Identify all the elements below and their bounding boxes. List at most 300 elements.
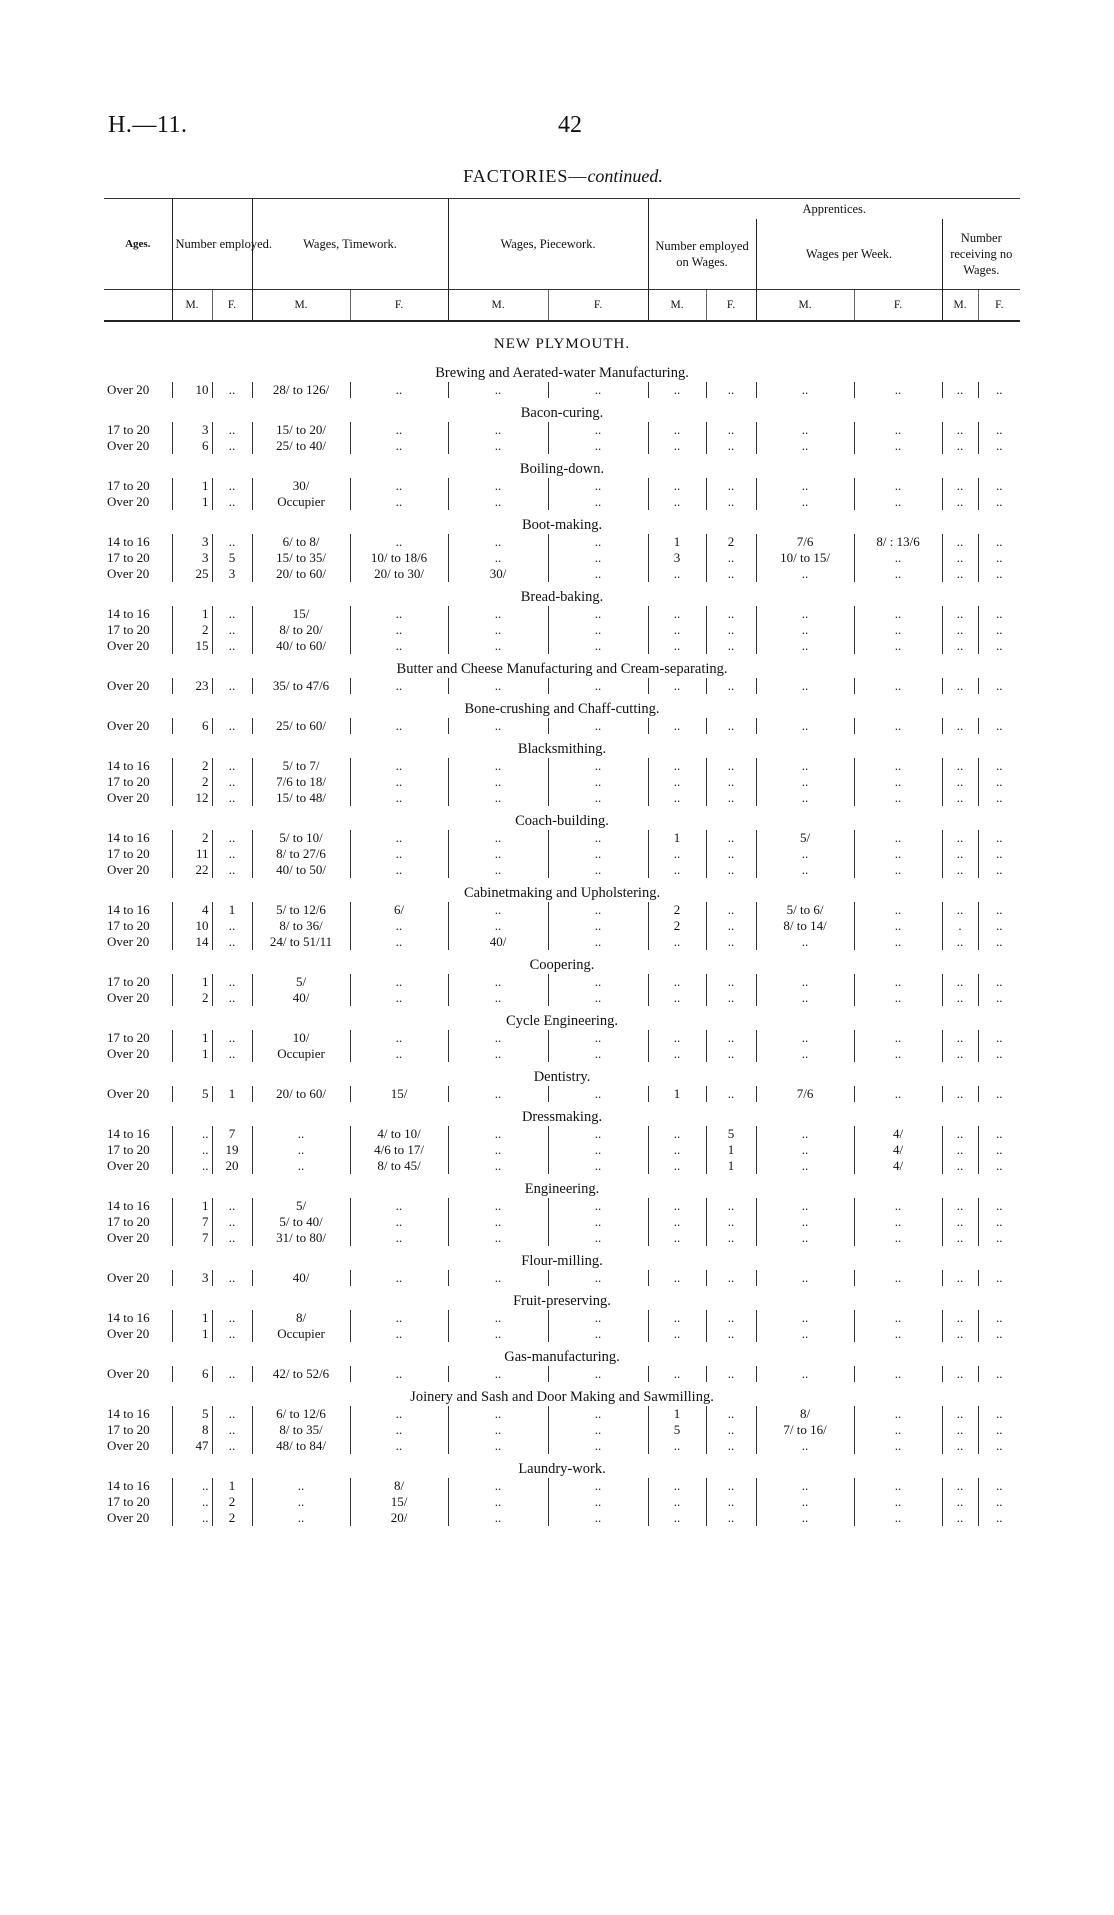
cell-age: Over 20 — [107, 862, 150, 877]
cell-piecework-m: .. — [448, 550, 548, 566]
cell-app-wages-f: .. — [706, 566, 756, 582]
cell-app-nowages-f: .. — [978, 758, 1020, 774]
cell-app-wages-m: .. — [648, 718, 706, 734]
cell-app-nowages-m: .. — [942, 1406, 978, 1422]
cell-piecework-f: .. — [548, 1326, 648, 1342]
cell-timework-m: .. — [252, 1142, 350, 1158]
cell-timework-f: 10/ to 18/6 — [350, 550, 448, 566]
cell-employed-m: 1 — [172, 494, 212, 510]
cell-app-weekly-m: .. — [756, 606, 854, 622]
cell-age: 17 to 20 — [107, 478, 150, 493]
cell-app-weekly-m: .. — [756, 1158, 854, 1174]
cell-piecework-m: .. — [448, 862, 548, 878]
cell-timework-m: 42/ to 52/6 — [252, 1366, 350, 1382]
cell-app-nowages-f: .. — [978, 1422, 1020, 1438]
cell-age: 14 to 16 — [107, 1310, 150, 1325]
cell-piecework-f: .. — [548, 846, 648, 862]
cell-app-nowages-m: .. — [942, 774, 978, 790]
cell-age: Over 20 — [107, 1270, 150, 1285]
cell-piecework-m: .. — [448, 478, 548, 494]
cell-timework-m: .. — [252, 1478, 350, 1494]
cell-app-wages-m: .. — [648, 1230, 706, 1246]
cell-employed-f: 1 — [212, 902, 252, 918]
cell-app-weekly-m: .. — [756, 1230, 854, 1246]
cell-employed-f: .. — [212, 758, 252, 774]
cell-piecework-f: .. — [548, 1494, 648, 1510]
cell-piecework-f: .. — [548, 1230, 648, 1246]
cell-timework-m: 5/ to 12/6 — [252, 902, 350, 918]
cell-employed-m: 10 — [172, 382, 212, 398]
trade-heading: Brewing and Aerated-water Manufacturing. — [435, 365, 689, 381]
cell-app-nowages-m: .. — [942, 1438, 978, 1454]
trade-heading: Boiling-down. — [519, 461, 605, 477]
cell-timework-f: 15/ — [350, 1086, 448, 1102]
cell-timework-m: 31/ to 80/ — [252, 1230, 350, 1246]
cell-timework-f: .. — [350, 1198, 448, 1214]
cell-timework-m: 20/ to 60/ — [252, 566, 350, 582]
cell-employed-f: .. — [212, 1366, 252, 1382]
cell-app-nowages-f: .. — [978, 1438, 1020, 1454]
cell-app-wages-f: .. — [706, 1494, 756, 1510]
cell-app-weekly-m: .. — [756, 718, 854, 734]
cell-piecework-m: .. — [448, 1326, 548, 1342]
trade-section — [104, 582, 1020, 606]
table-row — [104, 1214, 1020, 1230]
cell-app-nowages-f: .. — [978, 1510, 1020, 1526]
cell-employed-f: .. — [212, 1438, 252, 1454]
cell-piecework-f: .. — [548, 606, 648, 622]
cell-app-weekly-m: 7/6 — [756, 1086, 854, 1102]
cell-app-weekly-f: .. — [854, 1214, 942, 1230]
col-m: M. — [942, 290, 978, 322]
cell-app-nowages-f: .. — [978, 1214, 1020, 1230]
cell-timework-f: 15/ — [350, 1494, 448, 1510]
cell-app-wages-m: 1 — [648, 830, 706, 846]
cell-app-nowages-m: .. — [942, 1198, 978, 1214]
cell-piecework-f: .. — [548, 1158, 648, 1174]
cell-app-wages-m: 5 — [648, 1422, 706, 1438]
col-f: F. — [548, 290, 648, 322]
cell-employed-f: .. — [212, 846, 252, 862]
cell-timework-f: .. — [350, 974, 448, 990]
cell-piecework-m: .. — [448, 678, 548, 694]
cell-app-nowages-m: .. — [942, 638, 978, 654]
cell-app-nowages-f: .. — [978, 1126, 1020, 1142]
cell-app-wages-m: 3 — [648, 550, 706, 566]
cell-timework-m: 25/ to 40/ — [252, 438, 350, 454]
cell-app-nowages-f: .. — [978, 862, 1020, 878]
cell-piecework-m: .. — [448, 830, 548, 846]
cell-app-wages-m: .. — [648, 1214, 706, 1230]
cell-app-nowages-f: .. — [978, 846, 1020, 862]
cell-piecework-m: .. — [448, 1422, 548, 1438]
cell-age: Over 20 — [107, 638, 150, 653]
cell-app-wages-m: 2 — [648, 918, 706, 934]
cell-piecework-f: .. — [548, 494, 648, 510]
cell-app-wages-f: .. — [706, 1030, 756, 1046]
cell-timework-m: 15/ to 20/ — [252, 422, 350, 438]
col-app-no-wages: Number receiving no Wages. — [942, 219, 1020, 290]
table-row — [104, 478, 1020, 494]
cell-app-weekly-m: .. — [756, 622, 854, 638]
cell-age: Over 20 — [107, 1326, 150, 1341]
cell-timework-m: 40/ to 60/ — [252, 638, 350, 654]
col-m: M. — [756, 290, 854, 322]
cell-timework-m: 8/ to 20/ — [252, 622, 350, 638]
cell-timework-f: .. — [350, 718, 448, 734]
trade-section — [104, 1382, 1020, 1406]
cell-employed-m: .. — [172, 1494, 212, 1510]
cell-piecework-f: .. — [548, 1214, 648, 1230]
page-header — [108, 112, 1018, 148]
cell-age: 17 to 20 — [107, 422, 150, 437]
col-m: M. — [172, 290, 212, 322]
cell-age: 17 to 20 — [107, 622, 150, 637]
cell-employed-m: 2 — [172, 990, 212, 1006]
cell-app-nowages-m: .. — [942, 1214, 978, 1230]
cell-app-wages-m: .. — [648, 774, 706, 790]
cell-app-weekly-f: .. — [854, 422, 942, 438]
cell-app-weekly-f: .. — [854, 1030, 942, 1046]
col-f: F. — [978, 290, 1020, 322]
cell-age: 14 to 16 — [107, 758, 150, 773]
cell-app-weekly-f: .. — [854, 1510, 942, 1526]
cell-app-weekly-m: .. — [756, 1438, 854, 1454]
cell-app-nowages-f: .. — [978, 1198, 1020, 1214]
cell-app-wages-f: .. — [706, 862, 756, 878]
cell-app-nowages-m: .. — [942, 1422, 978, 1438]
cell-employed-m: 12 — [172, 790, 212, 806]
cell-app-weekly-f: .. — [854, 1326, 942, 1342]
cell-app-nowages-m: .. — [942, 1478, 978, 1494]
cell-app-weekly-f: .. — [854, 606, 942, 622]
cell-employed-m: 1 — [172, 974, 212, 990]
cell-app-nowages-m: . — [942, 918, 978, 934]
cell-age: Over 20 — [107, 1158, 150, 1173]
cell-app-nowages-m: .. — [942, 478, 978, 494]
cell-timework-f: .. — [350, 918, 448, 934]
table-row — [104, 1030, 1020, 1046]
cell-app-nowages-m: .. — [942, 606, 978, 622]
report-title-main: FACTORIES— — [463, 166, 588, 186]
cell-app-weekly-f: .. — [854, 934, 942, 950]
trade-heading: Laundry-work. — [518, 1461, 606, 1477]
trade-heading: Coach-building. — [515, 813, 609, 829]
cell-piecework-m: .. — [448, 1494, 548, 1510]
cell-piecework-f: .. — [548, 638, 648, 654]
cell-employed-f: .. — [212, 1046, 252, 1062]
cell-app-wages-f: .. — [706, 494, 756, 510]
cell-app-nowages-m: .. — [942, 382, 978, 398]
cell-employed-m: 15 — [172, 638, 212, 654]
cell-age: 14 to 16 — [107, 902, 150, 917]
table-row — [104, 1438, 1020, 1454]
table-row — [104, 1494, 1020, 1510]
cell-app-nowages-m: .. — [942, 862, 978, 878]
cell-app-wages-m: .. — [648, 1510, 706, 1526]
cell-app-wages-f: .. — [706, 1438, 756, 1454]
cell-employed-m: 10 — [172, 918, 212, 934]
table-row — [104, 606, 1020, 622]
cell-employed-m: 6 — [172, 438, 212, 454]
cell-app-wages-f: .. — [706, 918, 756, 934]
cell-timework-m: 20/ to 60/ — [252, 1086, 350, 1102]
table-row — [104, 830, 1020, 846]
cell-app-weekly-m: .. — [756, 1030, 854, 1046]
trade-section — [104, 1174, 1020, 1198]
trade-heading: Blacksmithing. — [517, 741, 607, 757]
cell-app-weekly-m: .. — [756, 1142, 854, 1158]
cell-app-nowages-f: .. — [978, 1326, 1020, 1342]
cell-age: Over 20 — [107, 1230, 150, 1245]
cell-app-wages-m: .. — [648, 1126, 706, 1142]
cell-timework-m: 15/ to 35/ — [252, 550, 350, 566]
table-row — [104, 1126, 1020, 1142]
cell-app-weekly-m: .. — [756, 566, 854, 582]
cell-employed-m: 2 — [172, 830, 212, 846]
cell-age: 17 to 20 — [107, 918, 150, 933]
cell-piecework-f: .. — [548, 974, 648, 990]
cell-app-nowages-m: .. — [942, 1326, 978, 1342]
trade-section — [104, 1246, 1020, 1270]
table-row — [104, 1270, 1020, 1286]
cell-piecework-m: .. — [448, 422, 548, 438]
col-f: F. — [706, 290, 756, 322]
cell-timework-m: 5/ — [252, 1198, 350, 1214]
trade-section — [104, 1286, 1020, 1310]
cell-timework-m: .. — [252, 1494, 350, 1510]
cell-employed-f: .. — [212, 862, 252, 878]
cell-timework-m: 15/ to 48/ — [252, 790, 350, 806]
cell-piecework-f: .. — [548, 1510, 648, 1526]
cell-app-wages-f: .. — [706, 606, 756, 622]
cell-app-weekly-m: .. — [756, 758, 854, 774]
cell-app-wages-f: .. — [706, 934, 756, 950]
cell-app-weekly-m: .. — [756, 990, 854, 1006]
cell-employed-m: 14 — [172, 934, 212, 950]
table-row — [104, 846, 1020, 862]
col-number-employed: Number employed. — [172, 199, 252, 290]
cell-app-wages-f: .. — [706, 974, 756, 990]
cell-app-weekly-m: .. — [756, 846, 854, 862]
cell-piecework-f: .. — [548, 1270, 648, 1286]
cell-app-wages-f: .. — [706, 1214, 756, 1230]
cell-piecework-f: .. — [548, 790, 648, 806]
cell-piecework-f: .. — [548, 478, 648, 494]
cell-employed-m: 5 — [172, 1406, 212, 1422]
cell-timework-f: .. — [350, 478, 448, 494]
cell-app-weekly-m: .. — [756, 494, 854, 510]
cell-app-nowages-f: .. — [978, 718, 1020, 734]
cell-app-weekly-m: .. — [756, 1366, 854, 1382]
cell-piecework-m: .. — [448, 622, 548, 638]
cell-employed-f: 5 — [212, 550, 252, 566]
table-row — [104, 758, 1020, 774]
cell-timework-f: .. — [350, 1030, 448, 1046]
trade-section — [104, 734, 1020, 758]
cell-app-nowages-m: .. — [942, 1270, 978, 1286]
table-row — [104, 422, 1020, 438]
cell-app-wages-f: .. — [706, 1198, 756, 1214]
cell-age: Over 20 — [107, 790, 150, 805]
cell-age: Over 20 — [107, 718, 150, 733]
cell-app-weekly-m: .. — [756, 1126, 854, 1142]
table-row — [104, 638, 1020, 654]
cell-employed-f: .. — [212, 774, 252, 790]
cell-app-wages-m: 1 — [648, 534, 706, 550]
col-ages: Ages. — [104, 199, 172, 290]
cell-piecework-m: .. — [448, 1366, 548, 1382]
cell-age: 14 to 16 — [107, 1406, 150, 1421]
cell-employed-f: .. — [212, 422, 252, 438]
cell-app-nowages-m: .. — [942, 790, 978, 806]
cell-app-nowages-m: .. — [942, 1158, 978, 1174]
cell-piecework-m: .. — [448, 774, 548, 790]
cell-timework-m: .. — [252, 1126, 350, 1142]
table-row — [104, 918, 1020, 934]
cell-app-wages-m: .. — [648, 934, 706, 950]
cell-employed-f: 2 — [212, 1510, 252, 1526]
cell-app-nowages-m: .. — [942, 566, 978, 582]
cell-app-nowages-m: .. — [942, 1142, 978, 1158]
cell-app-weekly-f: .. — [854, 862, 942, 878]
cell-app-weekly-m: .. — [756, 1310, 854, 1326]
trade-heading: Flour-milling. — [521, 1253, 603, 1269]
cell-app-wages-f: .. — [706, 638, 756, 654]
table-row — [104, 774, 1020, 790]
cell-app-nowages-m: .. — [942, 1310, 978, 1326]
cell-app-wages-m: .. — [648, 478, 706, 494]
cell-piecework-m: .. — [448, 974, 548, 990]
cell-piecework-f: .. — [548, 550, 648, 566]
trade-heading: Engineering. — [524, 1181, 600, 1197]
cell-employed-m: 47 — [172, 1438, 212, 1454]
table-row — [104, 1366, 1020, 1382]
cell-timework-f: 6/ — [350, 902, 448, 918]
cell-app-nowages-f: .. — [978, 1046, 1020, 1062]
cell-timework-m: 8/ to 35/ — [252, 1422, 350, 1438]
cell-piecework-f: .. — [548, 774, 648, 790]
cell-app-weekly-m: .. — [756, 422, 854, 438]
cell-app-weekly-f: .. — [854, 974, 942, 990]
cell-piecework-m: .. — [448, 1030, 548, 1046]
cell-timework-f: .. — [350, 622, 448, 638]
cell-employed-m: 3 — [172, 550, 212, 566]
cell-employed-m: 3 — [172, 1270, 212, 1286]
cell-piecework-f: .. — [548, 1086, 648, 1102]
cell-timework-m: 25/ to 60/ — [252, 718, 350, 734]
cell-app-wages-f: .. — [706, 622, 756, 638]
table-row — [104, 1158, 1020, 1174]
cell-app-weekly-f: .. — [854, 478, 942, 494]
cell-employed-m: 1 — [172, 1046, 212, 1062]
table-row — [104, 990, 1020, 1006]
table-row — [104, 1198, 1020, 1214]
cell-app-wages-m: .. — [648, 1366, 706, 1382]
cell-app-wages-f: .. — [706, 790, 756, 806]
cell-app-weekly-f: .. — [854, 1310, 942, 1326]
cell-timework-f: .. — [350, 934, 448, 950]
cell-piecework-m: .. — [448, 606, 548, 622]
trade-section — [104, 1342, 1020, 1366]
cell-piecework-f: .. — [548, 902, 648, 918]
cell-app-nowages-m: .. — [942, 990, 978, 1006]
cell-app-wages-f: .. — [706, 1230, 756, 1246]
cell-piecework-m: 40/ — [448, 934, 548, 950]
cell-employed-m: 7 — [172, 1214, 212, 1230]
cell-piecework-m: .. — [448, 1270, 548, 1286]
table-row — [104, 1406, 1020, 1422]
report-title — [108, 166, 1018, 187]
trade-section — [104, 806, 1020, 830]
cell-timework-m: 6/ to 12/6 — [252, 1406, 350, 1422]
cell-app-nowages-f: .. — [978, 1086, 1020, 1102]
cell-app-nowages-f: .. — [978, 1230, 1020, 1246]
col-m: M. — [648, 290, 706, 322]
trade-section — [104, 878, 1020, 902]
table-row — [104, 1478, 1020, 1494]
cell-app-weekly-f: .. — [854, 1086, 942, 1102]
cell-app-nowages-f: .. — [978, 790, 1020, 806]
cell-piecework-f: .. — [548, 934, 648, 950]
cell-employed-f: .. — [212, 1030, 252, 1046]
cell-app-weekly-f: .. — [854, 1270, 942, 1286]
cell-employed-f: 7 — [212, 1126, 252, 1142]
cell-app-wages-m: 2 — [648, 902, 706, 918]
cell-piecework-f: .. — [548, 1142, 648, 1158]
cell-app-nowages-m: .. — [942, 846, 978, 862]
table-row — [104, 1422, 1020, 1438]
cell-piecework-m: .. — [448, 638, 548, 654]
trade-heading: Bacon-curing. — [520, 405, 604, 421]
cell-app-nowages-f: .. — [978, 774, 1020, 790]
cell-timework-m: 40/ to 50/ — [252, 862, 350, 878]
table-row — [104, 1510, 1020, 1526]
cell-app-wages-m: .. — [648, 990, 706, 1006]
cell-app-nowages-f: .. — [978, 550, 1020, 566]
cell-piecework-m: .. — [448, 1478, 548, 1494]
cell-age: Over 20 — [107, 678, 150, 693]
cell-app-wages-f: .. — [706, 990, 756, 1006]
cell-app-nowages-f: .. — [978, 1310, 1020, 1326]
cell-app-weekly-m: .. — [756, 1198, 854, 1214]
cell-age: Over 20 — [107, 934, 150, 949]
cell-employed-m: 6 — [172, 718, 212, 734]
cell-app-weekly-f: 4/ — [854, 1142, 942, 1158]
cell-employed-m: 8 — [172, 1422, 212, 1438]
cell-app-wages-f: .. — [706, 1422, 756, 1438]
cell-employed-f: .. — [212, 1310, 252, 1326]
cell-app-weekly-f: .. — [854, 438, 942, 454]
cell-piecework-m: .. — [448, 1198, 548, 1214]
cell-timework-m: .. — [252, 1158, 350, 1174]
cell-app-weekly-m: .. — [756, 478, 854, 494]
factories-table — [104, 198, 1020, 1526]
cell-app-nowages-m: .. — [942, 678, 978, 694]
cell-piecework-m: .. — [448, 1510, 548, 1526]
cell-timework-m: 6/ to 8/ — [252, 534, 350, 550]
cell-app-wages-f: .. — [706, 718, 756, 734]
cell-age: Over 20 — [107, 494, 150, 509]
cell-timework-m: 40/ — [252, 1270, 350, 1286]
cell-app-wages-f: .. — [706, 1510, 756, 1526]
table-row — [104, 438, 1020, 454]
cell-app-weekly-f: .. — [854, 1494, 942, 1510]
cell-employed-f: .. — [212, 478, 252, 494]
cell-app-wages-m: .. — [648, 974, 706, 990]
cell-timework-f: .. — [350, 1214, 448, 1230]
cell-app-wages-m: .. — [648, 1494, 706, 1510]
